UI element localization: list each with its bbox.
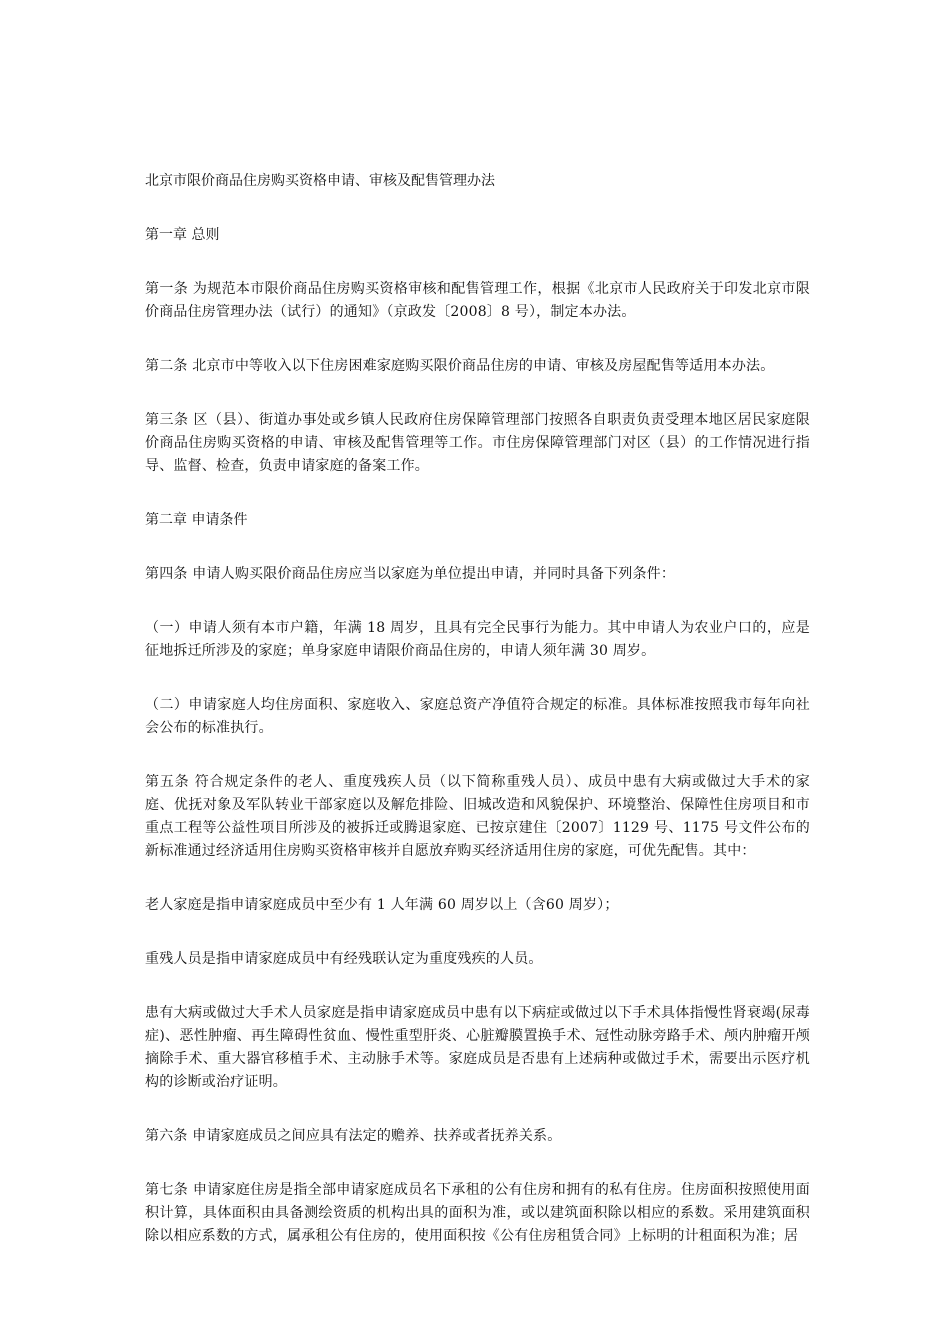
article-1: 第一条 为规范本市限价商品住房购买资格审核和配售管理工作，根据《北京市人民政府关于印发北京市限价商品住房管理办法（试行）的通知》（京政发〔2008〕8 号），制定本办法。 <box>145 281 810 320</box>
article-4: 第四条 申请人购买限价商品住房应当以家庭为单位提出申请，并同时具备下列条件： <box>145 566 676 582</box>
document-title: 北京市限价商品住房购买资格申请、审核及配售管理办法 <box>145 173 495 189</box>
article-7: 第七条 申请家庭住房是指全部申请家庭成员名下承租的公有住房和拥有的私有住房。住房面积按照使用面积计算，具体面积由具备测绘资质的机构出具的面积为准，或以建筑面积除以相应的系数。采用建筑面积除以相应系数的方式，属承租公有住房的，使用面积按《公有住房租赁合同》上标明的计租面积为准；居 <box>145 1182 810 1244</box>
article-5-elderly: 老人家庭是指申请家庭成员中至少有 1 人年满 60 周岁以上（含60 周岁）； <box>145 897 619 913</box>
article-5: 第五条 符合规定条件的老人、重度残疾人员（以下简称重残人员）、成员中患有大病或做过大手术的家庭、优抚对象及军队转业干部家庭以及解危排险、旧城改造和风貌保护、环境整治、保障性住房项目和市重点工程等公益性项目所涉及的被拆迁或腾退家庭、已按京建住〔2007〕1129 号、1175 号文件公布的新标准通过经济适用住房购买资格审核并自愿放弃购买经济适用住房的家庭，可优先配售。其中： <box>145 774 810 859</box>
article-2: 第二条 北京市中等收入以下住房困难家庭购买限价商品住房的申请、审核及房屋配售等适用本办法。 <box>145 358 775 374</box>
article-4-item-2: （二）申请家庭人均住房面积、家庭收入、家庭总资产净值符合规定的标准。具体标准按照我市每年向社会公布的标准执行。 <box>145 697 810 736</box>
chapter-2-heading: 第二章 申请条件 <box>145 512 248 528</box>
article-5-disabled: 重残人员是指申请家庭成员中有经残联认定为重度残疾的人员。 <box>145 951 543 967</box>
document-page <box>145 170 810 1279</box>
chapter-1-heading: 第一章 总则 <box>145 227 220 243</box>
article-5-illness: 患有大病或做过大手术人员家庭是指申请家庭成员中患有以下病症或做过以下手术具体指慢性肾衰竭(尿毒症)、恶性肿瘤、再生障碍性贫血、慢性重型肝炎、心脏瓣膜置换手术、冠性动脉旁路手术、颅内肿瘤开颅摘除手术、重大器官移植手术、主动脉手术等。家庭成员是否患有上述病种或做过手术，需要出示医疗机构的诊断或治疗证明。 <box>145 1005 810 1090</box>
article-6: 第六条 申请家庭成员之间应具有法定的赡养、扶养或者抚养关系。 <box>145 1128 562 1144</box>
article-4-item-1: （一）申请人须有本市户籍，年满 18 周岁，且具有完全民事行为能力。其中申请人为农业户口的，应是征地拆迁所涉及的家庭；单身家庭申请限价商品住房的，申请人须年满 30 周岁。 <box>145 620 810 659</box>
article-3: 第三条 区（县）、街道办事处或乡镇人民政府住房保障管理部门按照各自职责负责受理本地区居民家庭限价商品住房购买资格的申请、审核及配售管理等工作。市住房保障管理部门对区（县）的工作情况进行指导、监督、检查，负责申请家庭的备案工作。 <box>145 412 810 474</box>
